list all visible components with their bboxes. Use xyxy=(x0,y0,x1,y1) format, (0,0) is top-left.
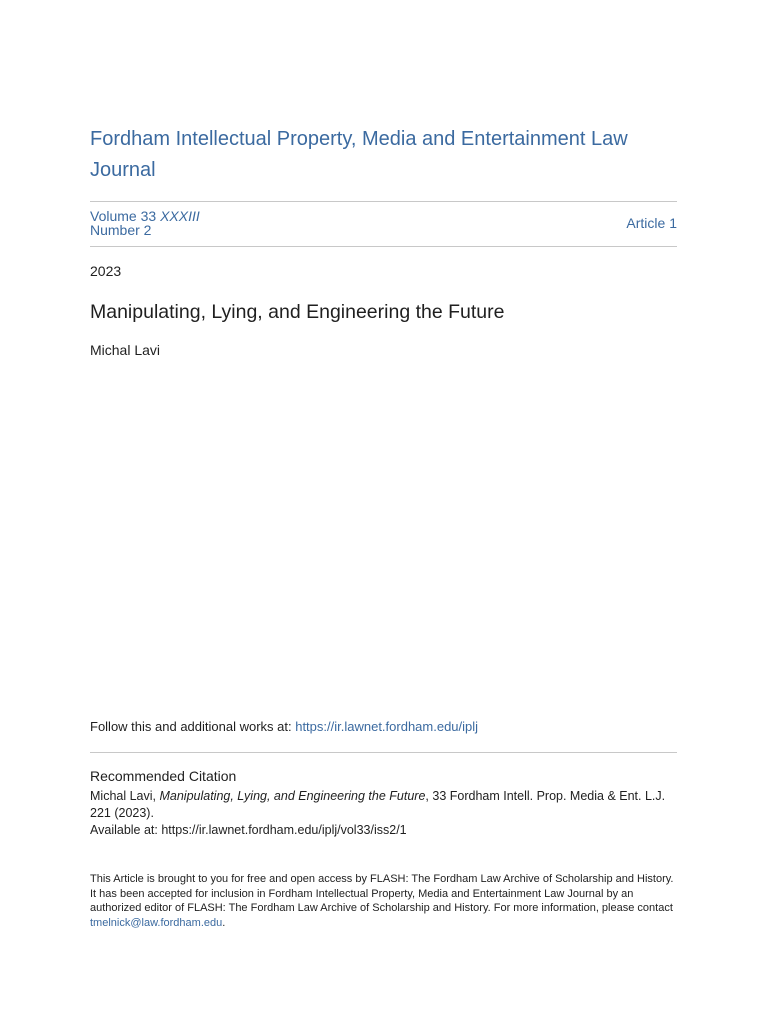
middle-divider xyxy=(90,246,677,247)
article-number-link[interactable]: Article 1 xyxy=(626,215,677,231)
follow-prefix: Follow this and additional works at: xyxy=(90,719,296,734)
volume-line xyxy=(90,209,200,223)
number-line xyxy=(90,223,200,237)
contact-email-link[interactable]: tmelnick@law.fordham.edu xyxy=(90,916,223,929)
volume-roman: XXXIII xyxy=(160,208,200,224)
access-notice xyxy=(90,872,677,930)
citation-rest: , 33 Fordham Intell. Prop. Media & Ent. L.J. 221 (2023). xyxy=(90,789,666,820)
publication-year: 2023 xyxy=(90,263,122,279)
citation-title: Manipulating, Lying, and Engineering the Future xyxy=(159,789,426,803)
notice-end: . xyxy=(222,916,226,929)
citation-text xyxy=(90,788,677,822)
available-at: Available at: https://ir.lawnet.fordham.edu/iplj/vol33/iss2/1 xyxy=(90,823,407,837)
volume-link[interactable]: Volume 33 xyxy=(90,208,157,224)
article-author: Michal Lavi xyxy=(90,342,161,358)
number-link[interactable]: Number 2 xyxy=(90,222,152,238)
bottom-divider xyxy=(90,752,677,753)
top-divider xyxy=(90,201,677,202)
citation-author: Michal Lavi, xyxy=(90,789,160,803)
cover-page xyxy=(90,0,677,1024)
volume-info xyxy=(90,209,200,237)
article-title: Manipulating, Lying, and Engineering the Future xyxy=(90,301,505,323)
follow-line xyxy=(90,719,478,735)
follow-link[interactable]: https://ir.lawnet.fordham.edu/iplj xyxy=(295,719,479,734)
recommended-citation-heading: Recommended Citation xyxy=(90,768,237,784)
notice-text: This Article is brought to you for free and open access by FLASH: The Fordham Law Archive of Scholarship and History. It has been accepted for inclusion in Fordham Intellectual Property, Media and Entertainment Law Journal by an authorized editor of FLASH: The Fordham Law Archive of Scholarship and History. For more information, please contact xyxy=(90,873,674,914)
journal-title-link[interactable]: Fordham Intellectual Property, Media and Entertainment Law Journal xyxy=(90,128,628,181)
